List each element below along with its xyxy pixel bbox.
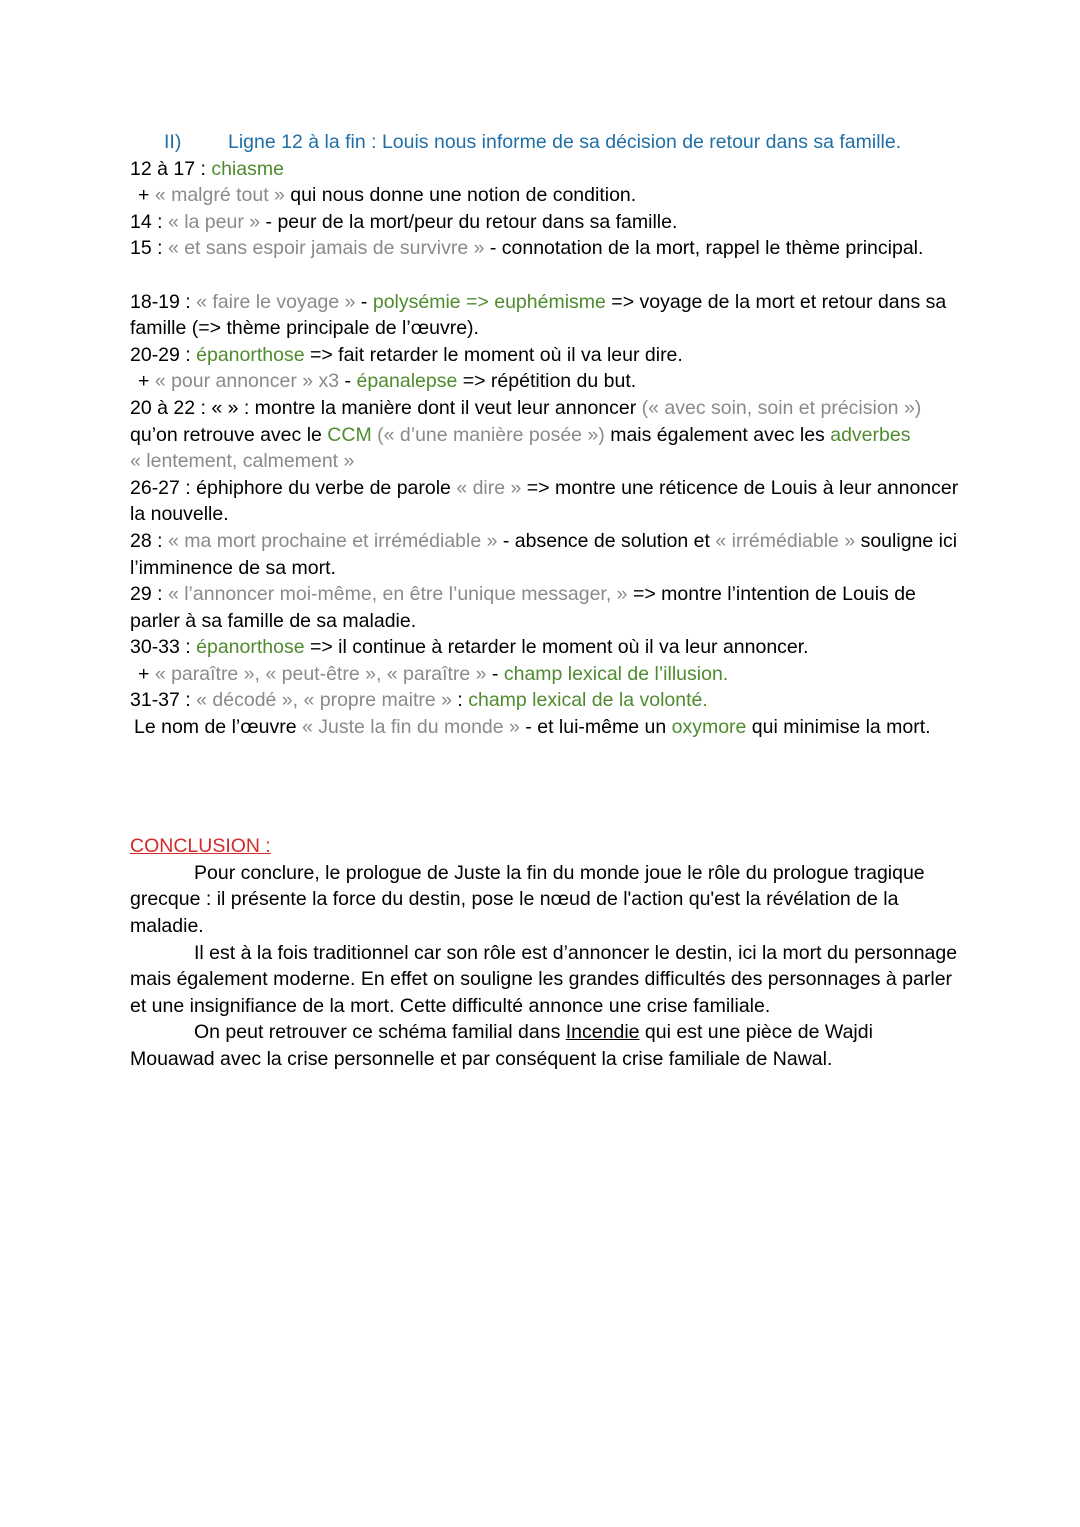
quote: « l’annoncer moi-même, en être l’unique messager, » [167, 583, 628, 606]
analysis-line-10 [130, 528, 960, 581]
quote: « lentement, calmement » [130, 450, 355, 473]
quote: « la peur » [167, 210, 261, 233]
comment: => il continue à retarder le moment où il va leur annoncer. [304, 636, 809, 659]
paragraph-text: qui est une pièce de Wajdi Mouawad avec la crise personnelle et par conséquent la crise familiale de Nawal. [130, 1021, 873, 1070]
line-ref: 20 à 22 : « » : montre la manière dont il veut leur annoncer [130, 396, 642, 419]
plus-marker: + [138, 370, 155, 393]
analysis-line-3 [130, 209, 960, 236]
analysis-line-1 [130, 156, 960, 183]
analysis-line-9 [130, 475, 960, 528]
line-ref: 14 : [130, 210, 168, 233]
conclusion-paragraph-3 [130, 1019, 960, 1072]
comment: - absence de solution et [497, 529, 716, 552]
line-ref: 18-19 : [130, 290, 197, 313]
document-body [130, 129, 960, 1073]
line-ref: 20-29 : [130, 343, 197, 366]
figure-term: CCM [327, 423, 372, 446]
line-ref: 26-27 : éphiphore du verbe de parole [130, 476, 457, 499]
analysis-line-8 [130, 395, 960, 475]
quote: « pour annoncer » x3 [154, 370, 340, 393]
quote: « faire le voyage » [196, 290, 356, 313]
quote: « irrémédiable » [715, 529, 856, 552]
figure-term: oxymore [671, 716, 747, 739]
separator: - [355, 290, 373, 313]
comment: - peur de la mort/peur du retour dans sa famille. [260, 210, 678, 233]
quote: « malgré tout » [154, 184, 285, 207]
comment: Le nom de l’œuvre [134, 716, 302, 739]
comment: mais également avec les [604, 423, 831, 446]
quote: « ma mort prochaine et irrémédiable » [167, 529, 498, 552]
comment: qui nous donne une notion de condition. [284, 184, 637, 207]
paragraph-text: On peut retrouver ce schéma familial dans [194, 1021, 566, 1044]
line-ref: 28 : [130, 529, 168, 552]
analysis-line-4 [130, 235, 960, 262]
comment: souligne ici l’imminence de sa mort. [130, 529, 958, 579]
analysis-line-7 [130, 368, 960, 395]
line-ref: 15 : [130, 237, 168, 260]
comment: qu’on retrouve avec le [130, 423, 328, 446]
section-heading [130, 129, 960, 156]
line-ref: 30-33 : [130, 636, 197, 659]
quote: « dire » [456, 476, 522, 499]
quote: « et sans espoir jamais de survivre » [167, 237, 485, 260]
conclusion-paragraph-2: Il est à la fois traditionnel car son rôle est d’annoncer le destin, ici la mort du personnage mais également moderne. En effet on souligne les grandes difficultés des personnages à parler et une insignifiance de la mort. Cette difficulté annonce une crise familiale. [130, 941, 958, 1017]
separator: - [486, 662, 504, 685]
analysis-line-6 [130, 342, 960, 369]
quote: (« d’une manière posée ») [377, 423, 605, 446]
work-title: Incendie [565, 1021, 640, 1044]
figure-term: polysémie => euphémisme [372, 290, 606, 313]
figure-term: champ lexical de l’illusion. [503, 662, 729, 685]
line-ref: 12 à 17 : [130, 157, 212, 180]
plus-marker: + [138, 184, 155, 207]
analysis-line-12 [130, 634, 960, 661]
line-ref: 29 : [130, 583, 168, 606]
comment: => fait retarder le moment où il va leur dire. [304, 343, 683, 366]
quote: « Juste la fin du monde » [302, 716, 520, 739]
section-numeral: II) [164, 131, 182, 153]
analysis-line-15 [130, 714, 960, 741]
section-title: Ligne 12 à la fin : Louis nous informe de sa décision de retour dans sa famille. [228, 131, 902, 153]
comment: - et lui-même un [519, 716, 672, 739]
analysis-line-2 [130, 182, 960, 209]
comment: => voyage de la mort et retour dans sa famille (=> thème principale de l’œuvre). [130, 290, 947, 340]
conclusion-paragraph-1: Pour conclure, le prologue de Juste la fin du monde joue le rôle du prologue tragique grecque : il présente la force du destin, pose le nœud de l'action qu'est la révélation de la maladie. [130, 861, 925, 938]
analysis-line-5 [130, 289, 960, 342]
line-ref: 31-37 : [130, 689, 197, 712]
separator: - [339, 370, 357, 393]
comment: => montre une réticence de Louis à leur annoncer la nouvelle. [130, 476, 959, 526]
quote: « décodé », « propre maitre » [196, 689, 452, 712]
conclusion-heading [130, 833, 960, 860]
comment: - connotation de la mort, rappel le thème principal. [484, 237, 924, 260]
conclusion-title: CONCLUSION : [130, 835, 271, 858]
comment: qui minimise la mort. [746, 716, 931, 739]
figure-term: épanorthose [196, 343, 305, 366]
comment: => montre l’intention de Louis de parler à sa famille de sa maladie. [130, 583, 916, 632]
figure-term: champ lexical de la volonté. [468, 689, 708, 712]
figure-term: adverbes [830, 423, 911, 446]
quote: « paraître », « peut-être », « paraître » [154, 662, 487, 685]
quote: (« avec soin, soin et précision ») [641, 396, 922, 419]
figure-term: chiasme [211, 157, 284, 180]
comment: => répétition du but. [457, 370, 637, 393]
figure-term: épanalepse [356, 370, 458, 393]
separator: : [451, 689, 469, 712]
analysis-line-13 [130, 661, 960, 688]
analysis-line-11 [130, 581, 960, 634]
analysis-line-14 [130, 687, 960, 714]
figure-term: épanorthose [196, 636, 305, 659]
plus-marker: + [138, 662, 155, 685]
